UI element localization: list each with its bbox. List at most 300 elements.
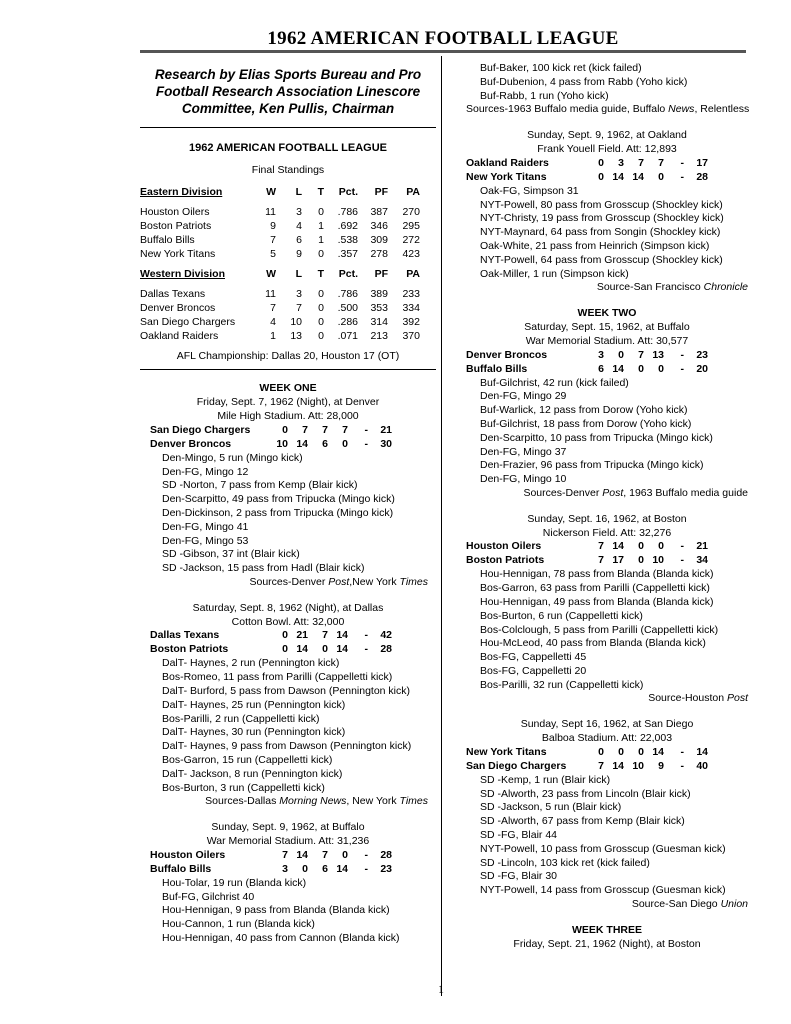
quarter-score: 14: [612, 759, 624, 772]
stat-cell: 389: [370, 287, 388, 300]
team-name: New York Titans: [140, 247, 216, 260]
final-score: 28: [696, 170, 708, 183]
col-header: PF: [374, 185, 388, 198]
scoring-play: NYT-Christy, 19 pass from Grosscup (Shockley kick): [480, 212, 724, 225]
week-heading: WEEK THREE: [571, 923, 642, 936]
stat-cell: 9: [296, 247, 302, 260]
quarter-score: 7: [638, 348, 644, 361]
scoring-plays: [466, 185, 748, 282]
scoring-play: DalT- Haynes, 9 pass from Dawson (Pennington kick): [162, 740, 412, 753]
standings-header-eastern: [140, 186, 420, 200]
quarter-score: 21: [296, 629, 308, 642]
stat-cell: 7: [296, 301, 302, 314]
scoring-play: SD -Norton, 7 pass from Kemp (Blair kick): [162, 479, 358, 492]
col-header: T: [317, 267, 324, 280]
final-score: 34: [696, 554, 708, 567]
quarter-score: 7: [282, 848, 288, 861]
scoring-play: Den-Frazier, 96 pass from Tripucka (Mingo kick): [480, 459, 704, 472]
scoring-plays: [466, 377, 748, 487]
game-header: Friday, Sept. 21, 1962 (Night), at Boston: [513, 937, 701, 950]
quarter-score: 6: [322, 437, 328, 450]
stat-cell: 387: [370, 205, 388, 218]
quarter-score: 10: [276, 437, 288, 450]
research-line: Committee, Ken Pullis, Chairman: [181, 101, 395, 116]
game-block: [140, 821, 436, 946]
quarter-score: 0: [638, 540, 644, 553]
stat-cell: 314: [370, 315, 388, 328]
section-rule: [140, 369, 436, 370]
source-publication: Times: [399, 795, 428, 808]
scoring-play: NYT-Maynard, 64 pass from Songin (Shockley kick): [480, 226, 721, 239]
source-publication: Times: [399, 575, 428, 588]
team-name: Buffalo Bills: [150, 862, 212, 875]
dash: -: [680, 170, 684, 183]
scoring-play: Buf-Gilchrist, 18 pass from Dorow (Yoho kick): [480, 417, 692, 430]
col-header: W: [266, 185, 276, 198]
quarter-score: 10: [632, 759, 644, 772]
scoring-play: SD -Lincoln, 103 kick ret (kick failed): [480, 856, 650, 869]
section-rule: [140, 127, 436, 128]
quarter-score: 0: [322, 643, 328, 656]
final-score: 21: [696, 540, 708, 553]
scoring-play: Bos-FG, Cappelletti 45: [480, 651, 587, 664]
quarter-score: 0: [658, 540, 664, 553]
linescore-row: [466, 760, 708, 774]
scoring-plays: [140, 877, 436, 946]
division-label: Eastern Division: [140, 185, 223, 198]
dash: -: [680, 156, 684, 169]
quarter-score: 0: [658, 170, 664, 183]
quarter-score: 7: [322, 629, 328, 642]
source-publication: Union: [720, 898, 748, 911]
col-header: Pct.: [338, 185, 358, 198]
col-header: PF: [374, 267, 388, 280]
scoring-play: NYT-Powell, 64 pass from Grosscup (Shockley kick): [480, 253, 723, 266]
col-header: PA: [406, 185, 420, 198]
scoring-play: Hou-Hennigan, 9 pass from Blanda (Blanda kick): [162, 904, 390, 917]
linescore-row: [466, 349, 708, 363]
dash: -: [680, 348, 684, 361]
division-label: Western Division: [140, 267, 225, 280]
final-score: 42: [380, 629, 392, 642]
team-name: New York Titans: [466, 745, 547, 758]
dash: -: [364, 437, 368, 450]
quarter-score: 0: [638, 745, 644, 758]
scoring-plays: [466, 774, 748, 898]
stat-cell: 9: [270, 219, 276, 232]
dash: -: [364, 643, 368, 656]
stat-cell: 213: [370, 329, 388, 342]
scoring-play: Den-Mingo, 5 run (Mingo kick): [162, 451, 303, 464]
scoring-play: Den-Dickinson, 2 pass from Tripucka (Mingo kick): [162, 506, 394, 519]
source-text: Source-Houston: [648, 692, 727, 705]
stat-cell: 7: [270, 233, 276, 246]
game-source: [466, 487, 748, 501]
linescore-row: [466, 157, 708, 171]
linescore-row: [466, 363, 708, 377]
scoring-play: DalT- Haynes, 2 run (Pennington kick): [162, 657, 340, 670]
scoring-play: Oak-White, 21 pass from Heinrich (Simpson kick): [480, 239, 710, 252]
quarter-score: 0: [282, 643, 288, 656]
scoring-play: Buf-Rabb, 1 run (Yoho kick): [480, 89, 609, 102]
linescore-table: [150, 424, 392, 452]
game-header: Nickerson Field. Att: 32,276: [542, 526, 672, 539]
scoring-play: Den-FG, Mingo 10: [480, 473, 567, 486]
team-name: San Diego Chargers: [150, 423, 251, 436]
dash: -: [364, 423, 368, 436]
game-block: [466, 513, 748, 707]
stat-cell: .786: [337, 205, 358, 218]
scoring-play: Buf-Dubenion, 4 pass from Rabb (Yoho kick): [480, 75, 688, 88]
game-source: [466, 898, 748, 912]
game-block: [466, 129, 748, 295]
source-text: Source-San Francisco: [596, 281, 704, 294]
header-rule: [140, 50, 746, 53]
scoring-play: Den-FG, Mingo 12: [162, 465, 249, 478]
source-text: , 1963 Buffalo media guide: [623, 486, 748, 499]
game-source: [466, 692, 748, 706]
source-text: Sources-Dallas: [205, 795, 280, 808]
stat-cell: 0: [318, 205, 324, 218]
scoring-plays: [466, 568, 748, 692]
scoring-play: NYT-Powell, 10 pass from Grosscup (Guesman kick): [480, 842, 726, 855]
stat-cell: 11: [265, 205, 276, 218]
page-header-title: 1962 AMERICAN FOOTBALL LEAGUE: [267, 28, 619, 49]
scoring-play: Oak-FG, Simpson 31: [480, 184, 579, 197]
standings-title: 1962 AMERICAN FOOTBALL LEAGUE: [188, 142, 388, 154]
game-source: [466, 103, 748, 117]
quarter-score: 7: [638, 156, 644, 169]
team-name: Houston Oilers: [150, 848, 226, 861]
scoring-play: Buf-Warlick, 12 pass from Dorow (Yoho kick): [480, 404, 688, 417]
team-name: Boston Patriots: [150, 643, 229, 656]
stat-cell: .357: [337, 247, 358, 260]
source-text: , Relentless: [694, 103, 750, 116]
game-source: [140, 576, 436, 590]
final-score: 23: [380, 862, 392, 875]
final-score: 30: [380, 437, 392, 450]
right-column: [466, 62, 748, 951]
stat-cell: 334: [402, 301, 420, 314]
stat-cell: 295: [402, 219, 420, 232]
stat-cell: 233: [402, 287, 420, 300]
quarter-score: 0: [598, 156, 604, 169]
linescore-row: [466, 171, 708, 185]
dash: -: [364, 862, 368, 875]
left-column: [140, 62, 436, 946]
standings-row: [140, 302, 420, 316]
page-number: 1: [438, 982, 444, 996]
quarter-score: 13: [652, 348, 664, 361]
team-name: Buffalo Bills: [140, 233, 195, 246]
scoring-play: Den-FG, Mingo 41: [162, 520, 249, 533]
final-score: 14: [696, 745, 708, 758]
quarter-score: 14: [612, 170, 624, 183]
quarter-score: 0: [618, 348, 624, 361]
standings-row: [140, 248, 420, 262]
stat-cell: 0: [318, 329, 324, 342]
stat-cell: 1: [270, 329, 276, 342]
team-name: Oakland Raiders: [466, 156, 549, 169]
quarter-score: 0: [598, 170, 604, 183]
stat-cell: 1: [318, 233, 324, 246]
eastern-teams: [140, 206, 420, 262]
source-publication: Post: [726, 692, 748, 705]
source-publication: Morning News: [279, 795, 347, 808]
stat-cell: 392: [402, 315, 420, 328]
game-header: Friday, Sept. 7, 1962 (Night), at Denver: [196, 396, 380, 409]
scoring-play: Den-FG, Mingo 37: [480, 445, 567, 458]
final-score: 20: [696, 362, 708, 375]
quarter-score: 14: [336, 862, 348, 875]
stat-cell: 7: [270, 301, 276, 314]
linescore-row: [466, 746, 708, 760]
scoring-play: SD -Jackson, 5 run (Blair kick): [480, 801, 622, 814]
linescore-row: [150, 438, 392, 452]
standings-row: [140, 234, 420, 248]
scoring-play: Bos-Garron, 15 run (Cappelletti kick): [162, 753, 333, 766]
scoring-play: Bos-Parilli, 2 run (Cappelletti kick): [162, 712, 320, 725]
team-name: Houston Oilers: [466, 540, 542, 553]
continued-plays: [466, 62, 748, 103]
quarter-score: 9: [658, 759, 664, 772]
scoring-play: Hou-Cannon, 1 run (Blanda kick): [162, 918, 315, 931]
game-header: Sunday, Sept 16, 1962, at San Diego: [520, 718, 694, 731]
quarter-score: 7: [302, 423, 308, 436]
dash: -: [680, 540, 684, 553]
stat-cell: 4: [270, 315, 276, 328]
final-score: 40: [696, 759, 708, 772]
quarter-score: 0: [638, 362, 644, 375]
scoring-play: SD -Kemp, 1 run (Blair kick): [480, 773, 611, 786]
team-name: Boston Patriots: [466, 554, 545, 567]
game-block: [140, 396, 436, 590]
quarter-score: 0: [342, 437, 348, 450]
scoring-play: SD -Alworth, 23 pass from Lincoln (Blair kick): [480, 787, 691, 800]
dash: -: [680, 554, 684, 567]
scoring-play: SD -Gibson, 37 int (Blair kick): [162, 548, 300, 561]
scoring-play: Bos-Colclough, 5 pass from Parilli (Cappelletti kick): [480, 623, 719, 636]
scoring-play: Oak-Miller, 1 run (Simpson kick): [480, 267, 629, 280]
quarter-score: 17: [612, 554, 624, 567]
linescore-row: [150, 863, 392, 877]
championship-result: AFL Championship: Dallas 20, Houston 17 (OT): [176, 349, 400, 362]
scoring-play: Bos-FG, Cappelletti 20: [480, 664, 587, 677]
stat-cell: 6: [296, 233, 302, 246]
team-name: Dallas Texans: [150, 629, 220, 642]
stat-cell: 3: [296, 205, 302, 218]
standings-row: [140, 316, 420, 330]
dash: -: [680, 759, 684, 772]
scoring-play: Hou-Tolar, 19 run (Blanda kick): [162, 876, 307, 889]
stat-cell: 270: [402, 205, 420, 218]
stat-cell: 272: [402, 233, 420, 246]
linescore-table: [466, 157, 708, 185]
linescore-row: [466, 554, 708, 568]
dash: -: [364, 629, 368, 642]
quarter-score: 7: [322, 848, 328, 861]
game-header: Sunday, Sept. 9, 1962, at Oakland: [527, 129, 687, 142]
final-score: 28: [380, 848, 392, 861]
quarter-score: 6: [322, 862, 328, 875]
quarter-score: 14: [296, 643, 308, 656]
linescore-table: [466, 746, 708, 774]
team-name: New York Titans: [466, 170, 547, 183]
scoring-play: Hou-Hennigan, 49 pass from Blanda (Blanda kick): [480, 595, 714, 608]
scoring-play: DalT- Jackson, 8 run (Pennington kick): [162, 767, 343, 780]
game-header: Sunday, Sept. 9, 1962, at Buffalo: [211, 821, 365, 834]
stat-cell: .692: [337, 219, 358, 232]
quarter-score: 0: [342, 848, 348, 861]
quarter-score: 7: [658, 156, 664, 169]
scoring-play: Bos-Burton, 6 run (Cappelletti kick): [480, 609, 643, 622]
stat-cell: 5: [270, 247, 276, 260]
game-header: War Memorial Stadium. Att: 31,236: [206, 834, 370, 847]
quarter-score: 7: [598, 759, 604, 772]
scoring-play: Bos-Romeo, 11 pass from Parilli (Cappelletti kick): [162, 671, 393, 684]
scoring-play: Hou-Hennigan, 40 pass from Cannon (Blanda kick): [162, 931, 400, 944]
stat-cell: 11: [265, 287, 276, 300]
scoring-play: Den-FG, Mingo 53: [162, 534, 249, 547]
scoring-play: NYT-Powell, 80 pass from Grosscup (Shockley kick): [480, 198, 723, 211]
standings-table: [140, 186, 420, 344]
week-heading: WEEK ONE: [259, 382, 317, 395]
stat-cell: 10: [290, 315, 302, 328]
final-score: 23: [696, 348, 708, 361]
team-name: Boston Patriots: [140, 219, 212, 232]
scoring-play: DalT- Burford, 5 pass from Dawson (Pennington kick): [162, 684, 411, 697]
quarter-score: 0: [638, 554, 644, 567]
team-name: Buffalo Bills: [466, 362, 528, 375]
source-text: Sources-Denver: [249, 575, 329, 588]
standings-row: [140, 220, 420, 234]
stat-cell: 0: [318, 287, 324, 300]
source-text: , New York: [346, 795, 400, 808]
western-teams: [140, 288, 420, 344]
quarter-score: 14: [612, 362, 624, 375]
quarter-score: 6: [598, 362, 604, 375]
dash: -: [680, 362, 684, 375]
team-name: Oakland Raiders: [140, 329, 219, 342]
stat-cell: 13: [290, 329, 302, 342]
quarter-score: 0: [302, 862, 308, 875]
linescore-row: [150, 629, 392, 643]
linescore-row: [150, 643, 392, 657]
quarter-score: 14: [632, 170, 644, 183]
final-score: 21: [380, 423, 392, 436]
game-block: [466, 718, 748, 912]
quarter-score: 14: [336, 629, 348, 642]
source-publication: Post: [328, 575, 350, 588]
game-header: Balboa Stadium. Att: 22,003: [541, 732, 673, 745]
standings-subtitle: Final Standings: [251, 163, 325, 176]
linescore-table: [466, 349, 708, 377]
game-header: Mile High Stadium. Att: 28,000: [217, 409, 359, 422]
quarter-score: 7: [598, 540, 604, 553]
standings-row: [140, 288, 420, 302]
quarter-score: 0: [658, 362, 664, 375]
linescore-table: [150, 849, 392, 877]
final-score: 28: [380, 643, 392, 656]
quarter-score: 0: [282, 629, 288, 642]
scoring-play: NYT-Powell, 14 pass from Grosscup (Guesman kick): [480, 884, 726, 897]
scoring-play: Buf-Baker, 100 kick ret (kick failed): [480, 62, 642, 74]
stat-cell: 370: [402, 329, 420, 342]
quarter-score: 0: [618, 745, 624, 758]
col-header: T: [317, 185, 324, 198]
scoring-play: Hou-McLeod, 40 pass from Blanda (Blanda kick): [480, 637, 706, 650]
source-publication: Post: [602, 486, 624, 499]
quarter-score: 3: [598, 348, 604, 361]
game-header: War Memorial Stadium. Att: 30,577: [525, 334, 689, 347]
col-header: L: [295, 185, 302, 198]
game-header: Frank Youell Field. Att: 12,893: [537, 142, 677, 155]
source-text: Sources-1963 Buffalo media guide, Buffalo: [466, 103, 669, 116]
col-header: W: [266, 267, 276, 280]
scoring-play: Buf-FG, Gilchrist 40: [162, 890, 255, 903]
scoring-play: Bos-Burton, 3 run (Cappelletti kick): [162, 781, 325, 794]
research-line: Research by Elias Sports Bureau and Pro: [154, 67, 422, 82]
stat-cell: .500: [337, 301, 358, 314]
stat-cell: 0: [318, 315, 324, 328]
stat-cell: .538: [337, 233, 358, 246]
standings-row: [140, 330, 420, 344]
stat-cell: 423: [402, 247, 420, 260]
quarter-score: 3: [282, 862, 288, 875]
team-name: San Diego Chargers: [140, 315, 236, 328]
source-text: Source-San Diego: [631, 898, 721, 911]
col-header: Pct.: [338, 267, 358, 280]
scoring-play: SD -Jackson, 15 pass from Hadl (Blair kick): [162, 562, 365, 575]
dash: -: [364, 848, 368, 861]
quarter-score: 14: [296, 848, 308, 861]
standings-row: [140, 206, 420, 220]
stat-cell: 4: [296, 219, 302, 232]
linescore-row: [466, 540, 708, 554]
quarter-score: 10: [652, 554, 664, 567]
team-name: Dallas Texans: [140, 287, 206, 300]
linescore-table: [466, 540, 708, 568]
quarter-score: 7: [342, 423, 348, 436]
game-source: [140, 795, 436, 809]
scoring-play: Bos-Garron, 63 pass from Parilli (Cappelletti kick): [480, 582, 710, 595]
scoring-plays: [140, 452, 436, 576]
scoring-play: SD -Alworth, 67 pass from Kemp (Blair kick): [480, 815, 685, 828]
source-publication: Chronicle: [703, 281, 748, 294]
scoring-play: Den-Scarpitto, 10 pass from Tripucka (Mingo kick): [480, 431, 713, 444]
dash: -: [680, 745, 684, 758]
research-credit: [140, 66, 436, 117]
stat-cell: 3: [296, 287, 302, 300]
linescore-table: [150, 629, 392, 657]
scoring-play: Den-FG, Mingo 29: [480, 390, 567, 403]
scoring-play: Buf-Gilchrist, 42 run (kick failed): [480, 376, 629, 389]
col-header: PA: [406, 267, 420, 280]
final-score: 17: [696, 156, 708, 169]
game-header: Saturday, Sept. 15, 1962, at Buffalo: [524, 320, 690, 333]
stat-cell: 346: [370, 219, 388, 232]
game-header: Saturday, Sept. 8, 1962 (Night), at Dallas: [192, 601, 384, 614]
quarter-score: 14: [652, 745, 664, 758]
quarter-score: 7: [598, 554, 604, 567]
stat-cell: 353: [370, 301, 388, 314]
quarter-score: 0: [598, 745, 604, 758]
quarter-score: 7: [322, 423, 328, 436]
team-name: Denver Broncos: [466, 348, 548, 361]
quarter-score: 3: [618, 156, 624, 169]
column-divider: [441, 56, 442, 996]
research-line: Football Research Association Linescore: [155, 84, 421, 99]
